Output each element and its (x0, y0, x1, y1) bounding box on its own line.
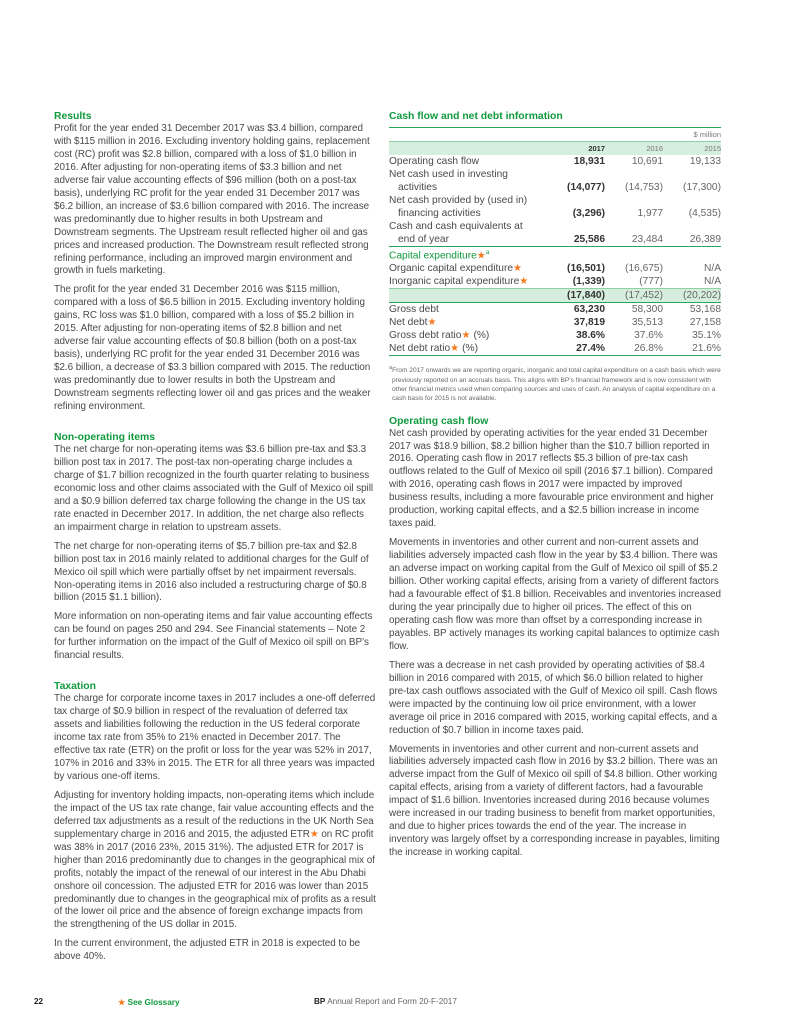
capex-heading-row: Capital expenditure★$^a$ (389, 250, 490, 262)
taxation-heading: Taxation (54, 681, 96, 693)
taxation-paragraph: Adjusting for inventory holding impacts, non-operating items which include the impact of the US tax rate change, fair value accounting effects and the deferred tax adjustments as a result of the reductions in the UK North Sea supplementary charge in 2016 and 2015, the adjusted ETR★ on RC profit was 38% in 2017 (2016 23%, 2015 31%). The adjusted ETR for 2017 is higher than 2016 predominantly due to changes in the geographical mix of profits, notably the impact of the renewal of our interest in the Abu Dhabi onshore oil concession. The adjusted ETR for 2016 was lower than 2015 predominantly due to changes in the geographical mix of profits as a result of the lower oil price and the absence of foreign exchange impacts from the strengthening of the US dollar in 2015. (54, 789, 376, 931)
capex-total-row: (17,840) (17,452) (20,202) (389, 289, 721, 303)
glossary-star-icon[interactable]: ★ (450, 343, 460, 355)
results-paragraph: Profit for the year ended 31 December 2017 was $3.4 billion, compared with $115 million in 2016. Excluding inventory holding gains, replacement cost (RC) profit was $2.8 billion, compared with a loss of $1.0 billion in 2016. After adjusting for non-operating items of $3.3 billion and net adverse fair value accounting effects of $96 million (both on a post-tax basis), underlying RC profit for the year ended 31 December 2017 was $6.2 billion, an increase of $3.6 billion compared with 2016. The increase was predominantly due to higher results in both Upstream and Downstream segments. The Upstream result reflected higher oil and gas prices and increased production. The Downstream result reflected strong refining performance, including an improved margin environment and growth in fuels marketing. (54, 123, 370, 277)
non-operating-paragraph: More information on non-operating items and fair value accounting effects can be found on pages 250 and 294. See Financial statements – Note 2 for further information on the impact of the Gulf of Mexico oil spill on BP’s financial results. (54, 611, 373, 662)
unit-row (389, 128, 721, 142)
non-operating-section (54, 431, 376, 663)
ocf-paragraph: Net cash provided by operating activities for the year ended 31 December 2017 was $18.9 billion, $8.2 billion higher than the $10.7 billion reported in 2016. Operating cash flow in 2017 reflects $5.3 billion of pre-tax cash outflows related to the Gulf of Mexico oil spill (2016 $7.1 billion). Compared with 2016, operating cash flows in 2017 were impacted by improved business results, including a more favourable price environment and higher production, working capital effects, and a $2.5 billion increase in income taxes paid. (389, 427, 714, 530)
ocf-paragraph: Movements in inventories and other current and non-current assets and liabilities adversely impacted cash flow in the year by $3.4 billion. There was an adverse impact on working capital from the Gulf of Mexico oil spill of $5.2 billion. Other working capital effects, arising from a variety of different factors had a favourable effect of $1.8 billion. Receivables and inventories increased during the year principally due to higher oil prices. The effect of this on operating cash flow was more than offset by a corresponding increase in payables. BP actively manages its working capital balances to optimize cash flow. (389, 537, 721, 652)
table-row: Cash and cash equivalents at end of year 25,586 23,484 26,389 (389, 221, 721, 245)
glossary-star-icon[interactable]: ★ (427, 317, 437, 329)
glossary-star-icon[interactable]: ★ (309, 828, 319, 840)
table-row: Net debt★ 37,819 35,513 27,158 (389, 317, 721, 329)
table-row: Net cash provided by (used in) financing activities (3,296) 1,977 (4,535) (389, 195, 721, 219)
ocf-heading: Operating cash flow (389, 415, 489, 427)
year-header: 2015 (663, 142, 721, 156)
table-row: Gross debt 63,230 58,300 53,168 (389, 304, 721, 316)
see-glossary-link[interactable]: ★ See Glossary (118, 998, 180, 1007)
results-paragraph: The profit for the year ended 31 December 2016 was $115 million, compared with a loss of $6.5 billion in 2015. Excluding inventory holding gains, RC loss was $1.0 billion, compared with a loss of $5.2 billion in 2015. After adjusting for non-operating items of $2.8 billion and net adverse fair value accounting effects of $0.8 billion (both on a post-tax basis), underlying RC profit for the year ended 31 December 2016 was $2.6 billion, a decrease of $3.3 billion compared with 2015. The reduction was predominantly due to lower results in both the Upstream and Downstream segments reflecting lower oil and gas prices and the weaker refining environment. (54, 284, 371, 413)
year-header-row (389, 142, 721, 156)
non-operating-paragraph: The net charge for non-operating items was $3.6 billion pre-tax and $3.3 billion post tax in 2017. The post-tax non-operating charge includes a charge of $1.7 billion recognized in the fourth quarter relating to business economic loss and other claims associated with the Gulf of Mexico oil spill and a $0.9 billion deferred tax charge following the change in the US tax rate enacted in December 2017. In addition, the net charge also reflects an impairment charge in relation to upstream assets. (54, 443, 373, 533)
glossary-star-icon[interactable]: ★ (461, 330, 471, 342)
operating-cash-flow-section (389, 415, 721, 861)
taxation-paragraph: In the current environment, the adjusted ETR in 2018 is expected to be above 40%. (54, 938, 361, 963)
results-section (54, 110, 376, 414)
taxation-paragraph: The charge for corporate income taxes in 2017 includes a one-off deferred tax charge of $0.9 billion in respect of the revaluation of deferred tax assets and liabilities following the reduction in the US federal corporate income tax rate from 35% to 21% enacted in December 2017. The effective tax rate (ETR) on the profit or loss for the year was 52% in 2017, 107% in 2016 and 33% in 2015. The ETR for all three years was impacted by various one-off items. (54, 693, 376, 782)
table-row: Net debt ratio★ (%) 27.4% 26.8% 21.6% (389, 343, 721, 355)
left-column (54, 110, 376, 970)
ocf-paragraph: There was a decrease in net cash provided by operating activities of $8.4 billion in 2016 compared with 2015, of which $6.0 billion related to higher pre-tax cash outflows associated with the Gulf of Mexico oil spill. Cash flows were impacted by the continuing low oil price environment, with a lower average oil price in 2016 compared with 2015, working capital effects, and a reduction of $0.7 billion in income taxes paid. (389, 659, 718, 736)
table-row: Net cash used in investing activities (14,077) (14,753) (17,300) (389, 169, 721, 193)
page-number: 22 (34, 997, 44, 1006)
table-row: Gross debt ratio★ (%) 38.6% 37.6% 35.1% (389, 330, 721, 342)
glossary-star-icon: ★ (118, 998, 126, 1007)
glossary-star-icon[interactable]: ★ (513, 263, 523, 275)
cash-flow-table (389, 127, 721, 356)
table-row: Operating cash flow 18,931 10,691 19,133 (389, 156, 721, 167)
taxation-section (54, 680, 376, 964)
table-row: Inorganic capital expenditure★ (1,339) (777) N/A (389, 276, 721, 288)
results-heading: Results (54, 111, 92, 122)
glossary-star-icon[interactable]: ★ (519, 276, 529, 288)
report-title: BP Annual Report and Form 20-F-2017 (314, 997, 457, 1006)
glossary-star-icon[interactable]: ★ (476, 250, 486, 262)
table-title: Cash flow and net debt information (389, 111, 563, 122)
ocf-paragraph: Movements in inventories and other current and non-current assets and liabilities adversely impacted cash flow in 2016 by $3.2 billion. There was an adverse impact from the Gulf of Mexico oil spill of $4.8 billion. Other working capital effects, arising from a variety of different factors, had a favourable impact of $1.6 billion. Inventories increased during 2016 because volumes were increased in our trading business to benefit from market opportunities, and due to higher prices towards the end of the year. The increase in inventory was largely offset by a corresponding increase in payables, limiting the increase in working capital. (389, 743, 720, 859)
unit-label: $ million (663, 128, 721, 142)
non-operating-paragraph: The net charge for non-operating items of $5.7 billion pre-tax and $2.8 billion post tax in 2016 mainly related to additional charges for the Gulf of Mexico oil spill which were partially offset by net impairment reversals. Non-operating items in 2016 also included a restructuring charge of $0.8 billion (2015 $1.1 billion). (54, 540, 369, 604)
cash-flow-table-section (389, 110, 721, 403)
non-operating-heading: Non-operating items (54, 431, 156, 443)
table-footnote: $^a$From 2017 onwards we are reporting organic, inorganic and total capital expenditure on a cash basis which were previously reported on an accruals basis. This aligns with BP’s financial framework and is now consistent with other financial metrics used when comparing sources and uses of cash. An analysis of capital expenditure on a cash basis for 2015 is not available. (389, 365, 721, 402)
right-column (389, 110, 721, 866)
year-header: 2016 (605, 142, 663, 156)
year-header: 2017 (533, 142, 605, 156)
table-row: Organic capital expenditure★ (16,501) (16,675) N/A (389, 263, 721, 275)
